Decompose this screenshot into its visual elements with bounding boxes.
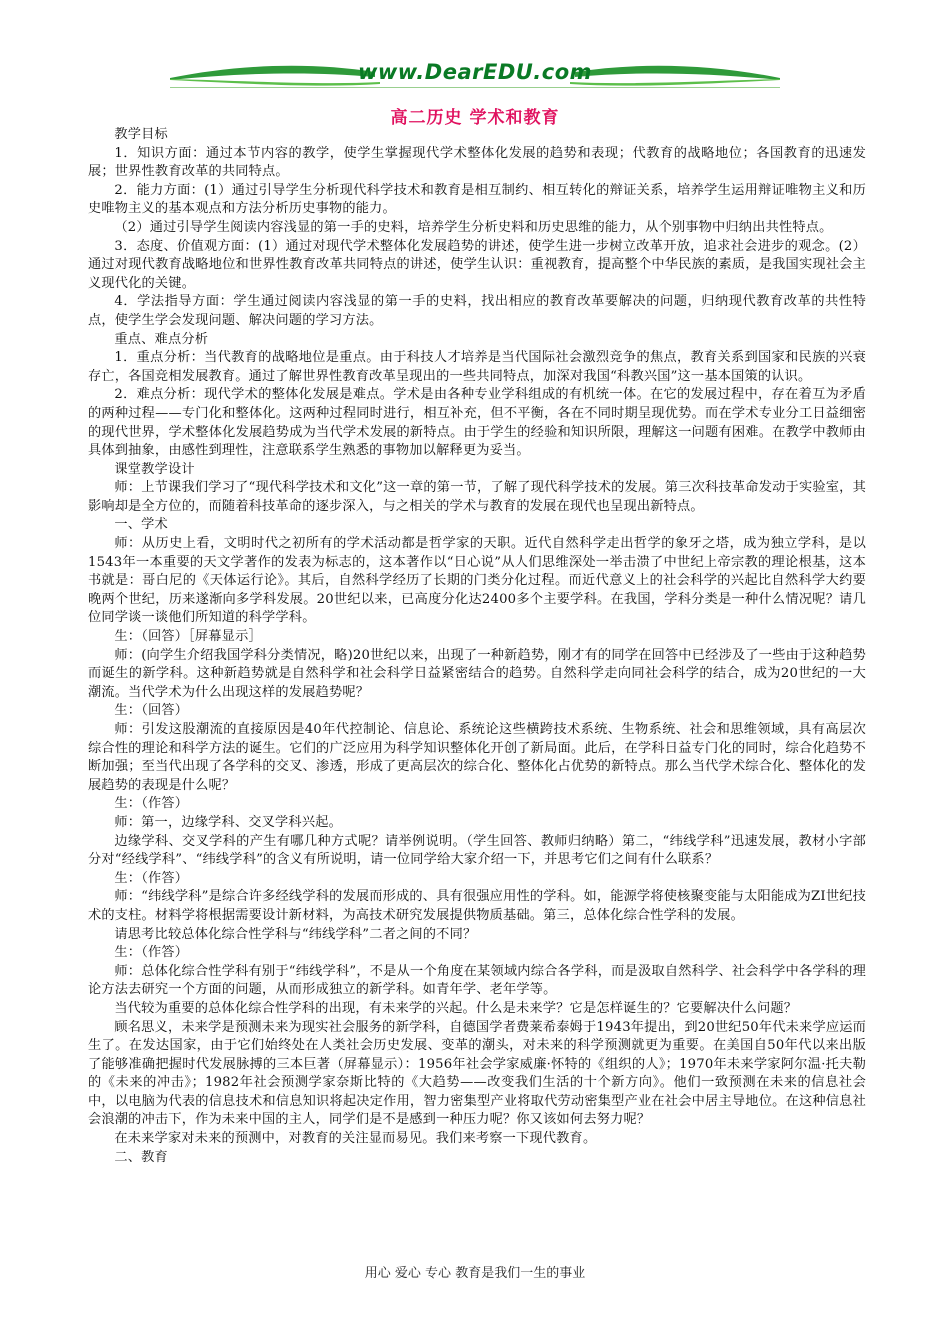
body-paragraph: 顾名思义，未来学是预测未来为现实社会服务的新学科，自德国学者费莱希泰姆于1943年提出，到20世纪50年代未来学应运而生了。在发达国家，由于它们始终处在人类社会历史发展、变革的潮头，对未来的科学预测就更为重要。在美国自50年代以来出版了能够准确把握时代发展脉搏的三本巨著（屏幕显示）：1956年社会学家威廉·怀特的《组织的人》；1970年未来学家阿尔温·托夫勒的《未来的冲击》；1982年社会预测学家奈斯比特的《大趋势——改变我们生活的十个新方向》。他们一致预测在未来的信息社会中，以电脑为代表的信息技术和信息知识将起决定作用，智力密集型产业将取代劳动密集型产业在社会中居主导地位。在这种信息社会浪潮的冲击下，作为未来中国的主人，同学们是不是感到一种压力呢？你又该如何去努力呢？ [88,1019,866,1128]
body-paragraph: 重点、难点分析 [114,331,209,347]
body-paragraph: 4．学法指导方面：学生通过阅读内容浅显的第一手的史料，找出相应的教育改革要解决的问题，归纳现代教育改革的共性特点，使学生学会发现问题、解决问题的学习方法。 [88,294,866,328]
body-paragraph: 当代较为重要的总体化综合性学科的出现，有未来学的兴起。什么是未来学？它是怎样诞生的？它要解决什么问题？ [114,1000,798,1016]
body-paragraph: 师：从历史上看，文明时代之初所有的学术活动都是哲学家的天职。近代自然科学走出哲学的象牙之塔，成为独立学科，是以1543年一本重要的天文学著作的发表为标志的，这本著作以“日心说”从人们思维深处一举击溃了中世纪上帝宗教的理论根基，这本书就是：哥白尼的《天体运行论》。其后，自然科学经历了长期的门类分化过程。而近代意义上的社会科学的兴起比自然科学大约要晚两个世纪，历来遂渐向多学科发展。20世纪以来，已高度分化达2400多个主要学科。在我国，学科分类是一种什么情况呢？请几位同学谈一谈他们所知道的科学学科。 [88,536,866,626]
body-paragraph: 师：上节课我们学习了“现代科学技术和文化”这一章的第一节，了解了现代科学技术的发展。第三次科技革命发动于实验室，其影响却是全方位的，而随着科技革命的逐步深入，与之相关的学术与教育的发展在现代也呈现出新特点。 [88,480,866,514]
body-paragraph: 师：“纬线学科”是综合许多经线学科的发展而形成的、具有很强应用性的学科。如，能源学将使核聚变能与太阳能成为ZI世纪技术的支柱。材料学将根据需要设计新材料，为高技术研究发展提供物质基础。第三，总体化综合性学科的发展。 [88,889,866,923]
body-paragraph: 二、教育 [114,1149,168,1165]
body-paragraph: 生：（回答） [114,703,189,719]
body-paragraph: 师：引发这股潮流的直接原因是40年代控制论、信息论、系统论这些横跨技术系统、生物系统、社会和思维领域，具有高层次综合性的理论和科学方法的诞生。它们的广泛应用为科学知识整体化开创了新局面。此后，在学科日益专门化的同时，综合化趋势不断加强；至当代出现了各学科的交叉、渗透，形成了更高层次的综合化、整体化占优势的新特点。那么当代学术综合化、整体化的发展趋势的表现是什么呢？ [88,722,866,793]
body-paragraph: 师：总体化综合性学科有别于“纬线学科”，不是从一个角度在某领域内综合各学科，而是汲取自然科学、社会科学中各学科的理论方法去研究一个方面的问题，从而形成独立的新学科。如青年学、老年学等。 [88,963,866,998]
site-logo-text[interactable]: www.DearEDU.com [357,60,593,84]
body-paragraph: 边缘学科、交叉学科的产生有哪几种方式呢？请举例说明。（学生回答、教师归纳略）第二，“纬线学科”迅速发展，教材小字部分对“经线学科”、“纬线学科”的含义有所说明，请一位同学给大家介绍一下，并思考它们之间有什么联系？ [88,833,866,868]
body-paragraph: 师：(向学生介绍我国学科分类情况，略)20世纪以来，出现了一种新趋势，刚才有的同学在回答中已经涉及了一些由于这种趋势而诞生的新学科。这种新趋势就是自然科学和社会科学日益紧密结合的趋势。自然科学走向同社会科学的结合，成为20世纪的一大潮流。当代学术为什么出现这样的发展趋势呢？ [88,647,866,700]
body-paragraph: 在未来学家对未来的预测中，对教育的关注显而易见。我们来考察一下现代教育。 [114,1131,597,1147]
page-title: 高二历史 学术和教育 [390,108,560,128]
document-body [88,126,866,1167]
body-paragraph: 生：（作答） [114,945,189,961]
body-paragraph: 请思考比较总体化综合性学科与“纬线学科”二者之间的不同？ [114,926,477,942]
body-paragraph: 生：（回答）［屏幕显示］ [114,629,262,645]
body-paragraph: （2）通过引导学生阅读内容浅显的第一手的史料，培养学生分析史料和历史思维的能力，从个别事物中归纳出共性特点。 [114,219,833,235]
body-paragraph: 一、学术 [114,517,168,533]
site-header-banner [170,58,780,98]
body-paragraph: 1．重点分析：当代教育的战略地位是重点。由于科技人才培养是当代国际社会激烈竞争的焦点，教育关系到国家和民族的兴衰存亡，各国竞相发展教育。通过了解世界性教育改革呈现出的一些共同特点，加深对我国“科教兴国”这一基本国策的认识。 [88,350,866,384]
body-paragraph: 3．态度、价值观方面：(1）通过对现代学术整体化发展趋势的讲述，使学生进一步树立改革开放，追求社会进步的观念。(2）通过对现代教育战略地位和世界性教育改革共同特点的讲述，使学生认识：重视教育，提高整个中华民族的素质，是我国实现社会主义现代化的关键。 [88,238,866,291]
body-paragraph: 1．知识方面：通过本节内容的教学，使学生掌握现代学术整体化发展的趋势和表现；代教育的战略地位；各国教育的迅速发展；世界性教育改革的共同特点。 [88,145,866,180]
body-paragraph: 师：第一，边缘学科、交叉学科兴起。 [114,814,342,830]
body-paragraph: 生：（作答） [114,796,189,812]
page-footer: 用心 爱心 专心 教育是我们一生的事业 [364,1266,586,1281]
body-paragraph: 2．难点分析：现代学术的整体化发展是难点。学术是由各种专业学科组成的有机统一体。在它的发展过程中，存在着互为矛盾的两种过程——专门化和整体化。这两种过程同时进行，相互补充，但不平衡，各在不同时期呈现优势。而在学术专业分工日益细密的现代世界，学术整体化发展趋势成为当代学术发展的新特点。由于学生的经验和知识所限，理解这一问题有困难。在教学中教师由具体到抽象，由感性到理性，注意联系学生熟悉的事物加以解释更为妥当。 [88,387,866,459]
body-paragraph: 课堂教学设计 [114,461,195,477]
body-paragraph: 教学目标 [114,127,168,142]
body-paragraph: 2．能力方面：(1）通过引导学生分析现代科学技术和教育是相互制约、相互转化的辩证关系，培养学生运用辩证唯物主义和历史唯物主义的基本观点和方法分析历史事物的能力。 [88,182,866,217]
body-paragraph: 生：（作答） [114,870,189,886]
